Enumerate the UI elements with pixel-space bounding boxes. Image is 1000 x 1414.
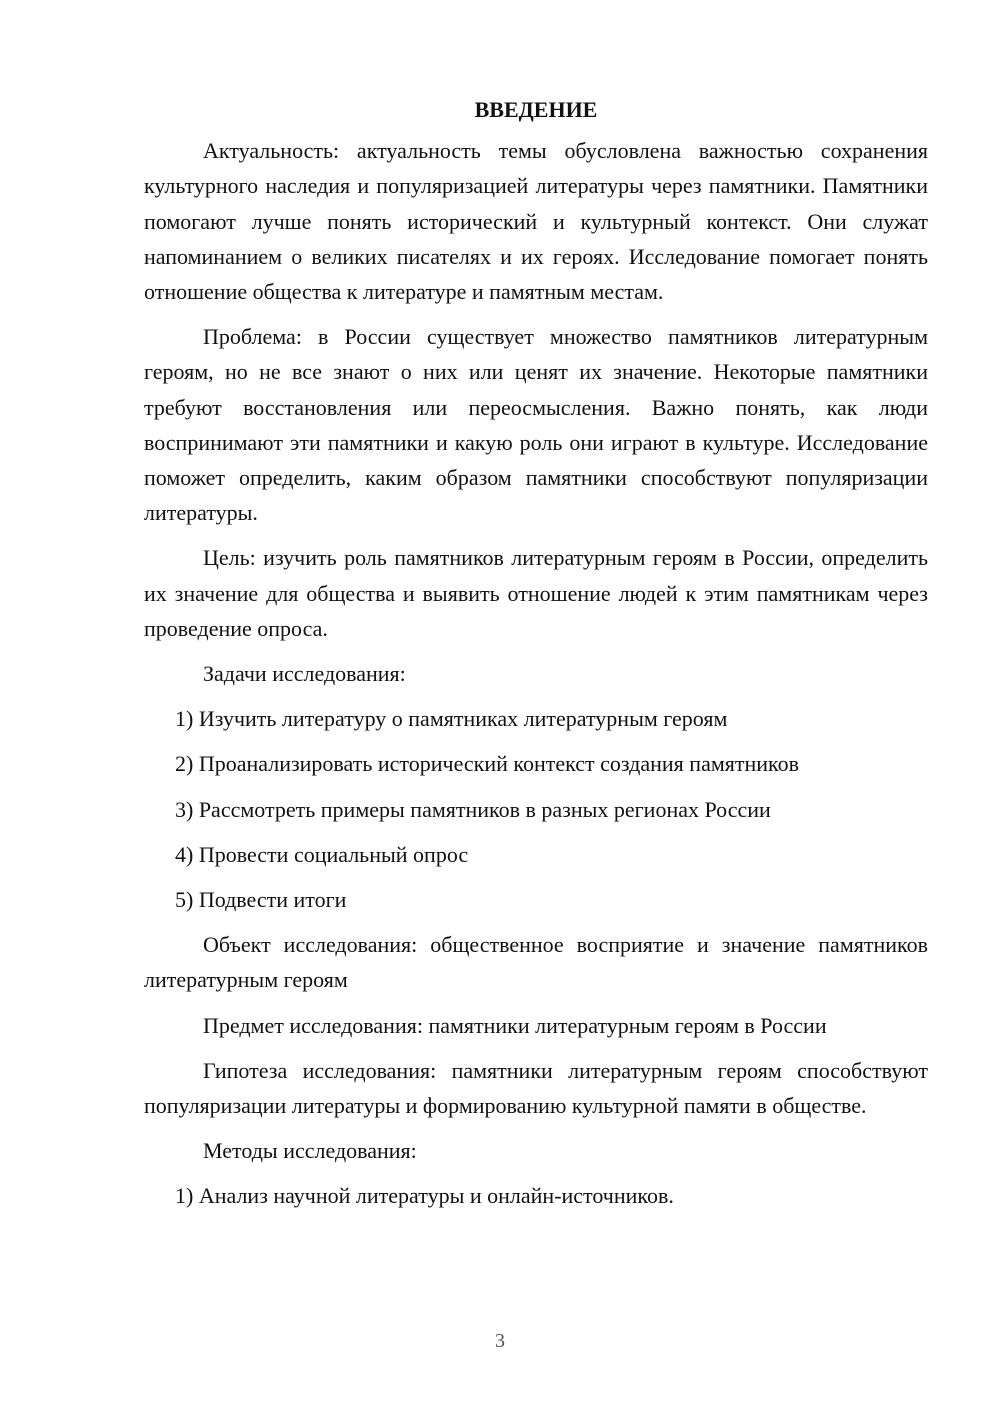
list-item: 4) Провести социальный опрос xyxy=(175,841,469,867)
paragraph-relevance: Актуальность: актуальность темы обусловлена важностью сохранения культурного наследия и популяризацией литературы через памятники. Памятники помогают лучше понять исторический и культурный контекст. Они служат напоминанием о великих писателях и их героях. Исследование помогает понять отношение общества к литературе и памятным местам. xyxy=(144,138,928,305)
page-number: 3 xyxy=(495,1330,505,1352)
tasks-list xyxy=(144,701,928,917)
list-item: 3) Рассмотреть примеры памятников в разных регионах России xyxy=(175,796,771,822)
methods-heading: Методы исследования: xyxy=(203,1138,417,1164)
paragraph-goal: Цель: изучить роль памятников литературным героям в России, определить их значение для общества и выявить отношение людей к этим памятникам через проведение опроса. xyxy=(144,545,928,641)
paragraph-object: Объект исследования: общественное восприятие и значение памятников литературным героям xyxy=(144,932,928,993)
section-title: ВВЕДЕНИЕ xyxy=(474,97,598,122)
paragraph-subject: Предмет исследования: памятники литературным героям в России xyxy=(203,1012,827,1038)
paragraph-problem: Проблема: в России существует множество памятников литературным героям, но не все знают о них или ценят их значение. Некоторые памятники требуют восстановления или переосмысления. Важно понять, как люди воспринимают эти памятники и какую роль они играют в культуре. Исследование поможет определить, каким образом памятники способствуют популяризации литературы. xyxy=(144,324,928,526)
list-item: 1) Изучить литературу о памятниках литературным героям xyxy=(175,706,728,732)
methods-list xyxy=(144,1178,928,1213)
list-item: 5) Подвести итоги xyxy=(175,887,347,913)
paragraph-hypothesis: Гипотеза исследования: памятники литературным героям способствуют популяризации литературы и формированию культурной памяти в обществе. xyxy=(144,1057,928,1119)
document-page xyxy=(144,92,928,1224)
list-item: 1) Анализ научной литературы и онлайн-источников. xyxy=(175,1183,674,1209)
list-item: 2) Проанализировать исторический контекст создания памятников xyxy=(175,751,800,777)
tasks-heading: Задачи исследования: xyxy=(203,661,406,687)
